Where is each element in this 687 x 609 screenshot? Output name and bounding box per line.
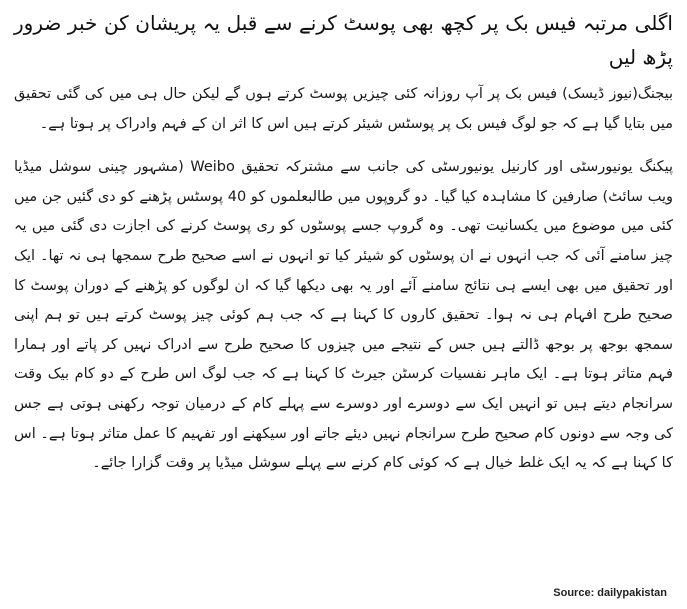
source-credit: Source: dailypakistan — [553, 587, 667, 599]
article-headline: اگلی مرتبہ فیس بک پر کچھ بھی پوسٹ کرنے سے قبل یہ پریشان کن خبر ضرور پڑھ لیں — [14, 11, 673, 69]
article-paragraph-intro: بیجنگ(نیوز ڈیسک) فیس بک پر آپ روزانہ کئی چیزیں پوسٹ کرتے ہوں گے لیکن حال ہی میں کی گئی تحقیق میں بتایا گیا ہے کہ جو لوگ فیس بک پر پوسٹس شیئر کرتے ہیں اس کا اثر ان کے فہم وادراک پر ہوتا ہے۔ — [14, 86, 673, 132]
news-article — [14, 6, 673, 487]
article-paragraph-research: پیکنگ یونیورسٹی اور کارنیل یونیورسٹی کی جانب سے مشترکہ تحقیق Weibo (مشہور چینی سوشل میڈیا ویب سائٹ) صارفین کا مشاہدہ کیا گیا۔ دو گروپوں میں طالبعلموں کو 40 پوسٹس پڑھنے کو دی گئیں جن میں کئی میں موضوع میں یکسانیت تھی۔ وہ گروپ جسے پوسٹوں کو ری پوسٹ کرنے کی اجازت دی گئی میں یہ چیز سامنے آئی کہ جب انہوں نے ان پوسٹوں کو شیئر کیا تو انہوں نے اسے صحیح طرح سمجھا ہی نہ تھا۔ ایک اور تحقیق میں بھی ایسے ہی نتائج سامنے آئے اور یہ بھی دیکھا گیا کہ ان لوگوں کو پڑھنے کے دوران پوسٹ کا صحیح طرح افہام ہی نہ ہوا۔ تحقیق کاروں کا کہنا ہے کہ جب ہم کوئی چیز پوسٹ کرتے ہیں تو ہم اپنی سمجھ بوجھ پر بوجھ ڈالتے ہیں جس کے نتیجے میں چیزوں کا صحیح طرح سے ادراک نہیں کر پاتے اور ہمارا فہم متاثر ہوتا ہے۔ ایک ماہر نفسیات کرسٹن جیرٹ کا کہنا ہے کہ جب لوگ اس طرح کے دو کام بیک وقت سرانجام دیتے ہیں تو انہیں ایک سے دوسرے اور دوسرے سے پہلے کام کے درمیان توجہ رکھنی ہوتی ہے جس کی وجہ سے دونوں کام صحیح طرح سرانجام نہیں دیئے جاتے اور سیکھنے اور تفہیم کا عمل متاثر ہوتا ہے۔ اس کا کہنا ہے کہ یہ ایک غلط خیال ہے کہ کوئی کام کرنے سے پہلے سوشل میڈیا پر وقت گزارا جائے۔ — [14, 159, 673, 472]
